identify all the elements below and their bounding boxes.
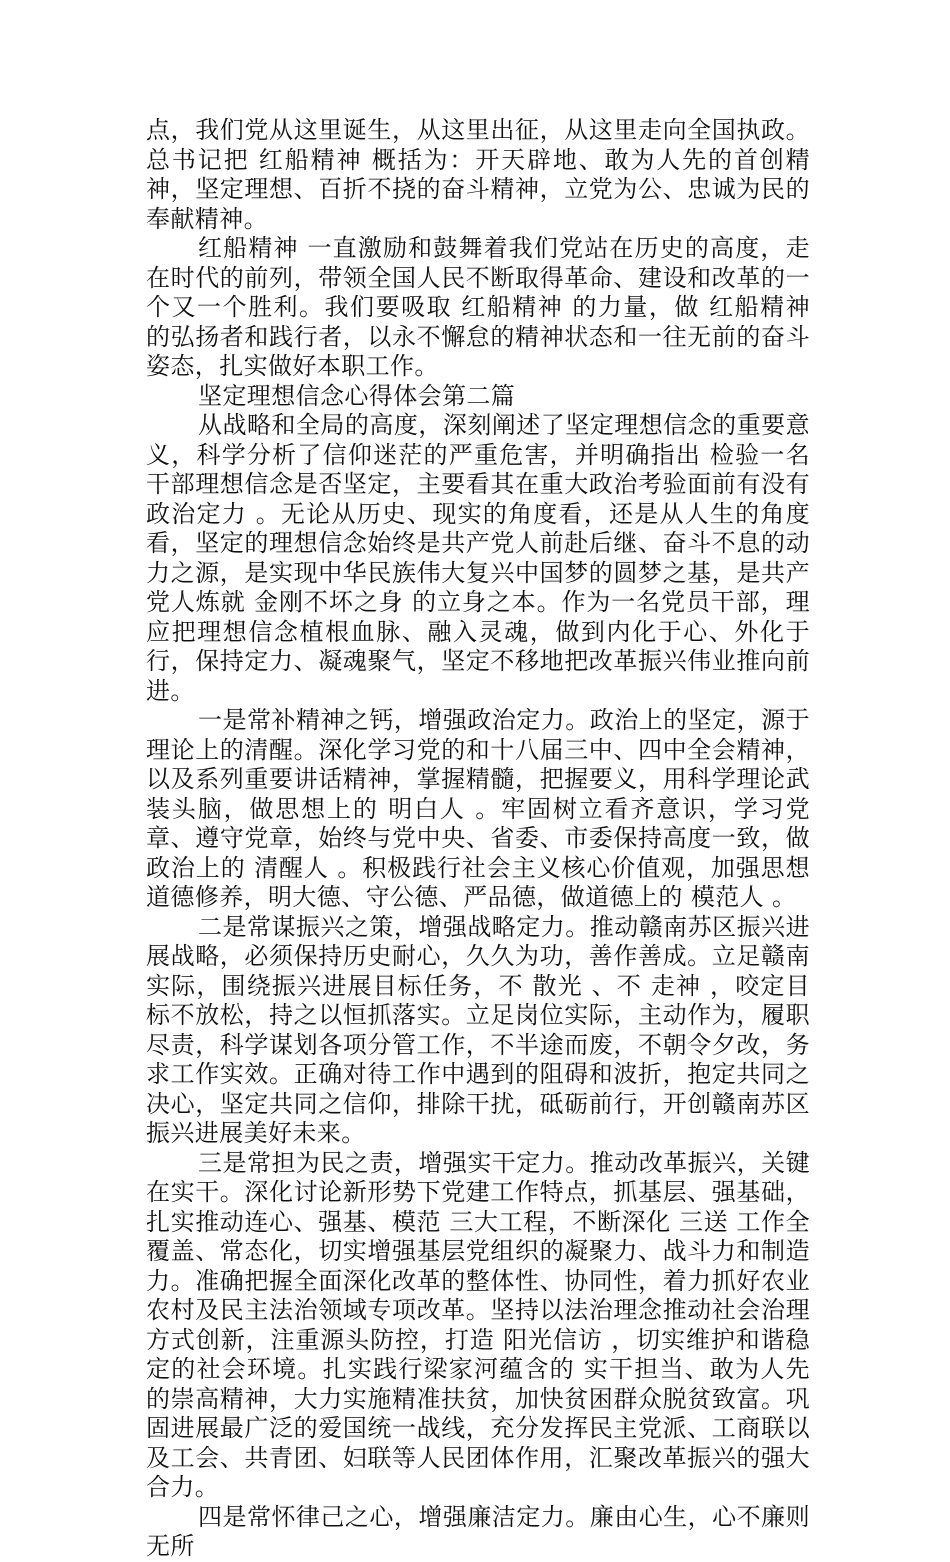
paragraph-point-two: 二是常谋振兴之策，增强战略定力。推动赣南苏区振兴进展战略，必须保持历史耐心，久久为功，善作善成。立足赣南实际，围绕振兴进展目标任务，不 散光 、不 走神 ，咬定目标不放松，持之以恒抓落实。立足岗位实际，主动作为，履职尽责，科学谋划各项分管工作，不半途而废，不朝令夕改，务求工作实效。正确对待工作中遇到的阻碍和波折，抱定共同之决心，坚定共同之信仰，排除干扰，砥砺前行，开创赣南苏区振兴进展美好未来。	[146, 912, 810, 1147]
paragraph-intro: 从战略和全局的高度，深刻阐述了坚定理想信念的重要意义，科学分析了信仰迷茫的严重危害，并明确指出 检验一名干部理想信念是否坚定，主要看其在重大政治考验面前有没有政治定力 。无论从历史、现实的角度看，还是从人生的角度看，坚定的理想信念始终是共产党人前赴后继、奋斗不息的动力之源，是实现中华民族伟大复兴中国梦的圆梦之基，是共产党人炼就 金刚不坏之身 的立身之本。作为一名党员干部，理应把理想信念植根血脉、融入灵魂，做到内化于心、外化于行，保持定力、凝魂聚气，坚定不移地把改革振兴伟业推向前进。	[146, 411, 810, 705]
paragraph-point-one: 一是常补精神之钙，增强政治定力。政治上的坚定，源于理论上的清醒。深化学习党的和十八届三中、四中全会精神，以及系列重要讲话精神，掌握精髓，把握要义，用科学理论武装头脑，做思想上的 明白人 。牢固树立看齐意识，学习党章、遵守党章，始终与党中央、省委、市委保持高度一致，做政治上的 清醒人 。积极践行社会主义核心价值观，加强思想道德修养，明大德、守公德、严品德，做道德上的 模范人 。	[146, 706, 810, 911]
paragraph-red-boat-spirit: 红船精神 一直激励和鼓舞着我们党站在历史的高度，走在时代的前列，带领全国人民不断取得革命、建设和改革的一个又一个胜利。我们要吸取 红船精神 的力量，做 红船精神 的弘扬者和践行者，以永不懈怠的精神状态和一往无前的奋斗姿态，扎实做好本职工作。	[146, 234, 810, 380]
paragraph-point-four: 四是常怀律己之心，增强廉洁定力。廉由心生，心不廉则无所	[146, 1502, 810, 1560]
paragraph-continuation: 点，我们党从这里诞生，从这里出征，从这里走向全国执政。 总书记把 红船精神 概括为：开天辟地、敢为人先的首创精神，坚定理想、百折不挠的奋斗精神，立党为公、忠诚为民的奉献精神。	[146, 116, 810, 233]
paragraph-point-three: 三是常担为民之责，增强实干定力。推动改革振兴，关键在实干。深化讨论新形势下党建工作特点，抓基层、强基础，扎实推动连心、强基、模范 三大工程，不断深化 三送 工作全覆盖、常态化，切实增强基层党组织的凝聚力、战斗力和制造力。准确把握全面深化改革的整体性、协同性，着力抓好农业农村及民主法治领域专项改革。坚持以法治理念推动社会治理方式创新，注重源头防控，打造 阳光信访 ，切实维护和谐稳定的社会环境。扎实践行梁家河蕴含的 实干担当、敢为人先 的崇高精神，大力实施精准扶贫，加快贫困群众脱贫致富。巩固进展最广泛的爱国统一战线，充分发挥民主党派、工商联以及工会、共青团、妇联等人民团体作用，汇聚改革振兴的强大合力。	[146, 1148, 810, 1501]
section-heading: 坚定理想信念心得体会第二篇	[198, 381, 516, 410]
document-page	[146, 116, 810, 1562]
